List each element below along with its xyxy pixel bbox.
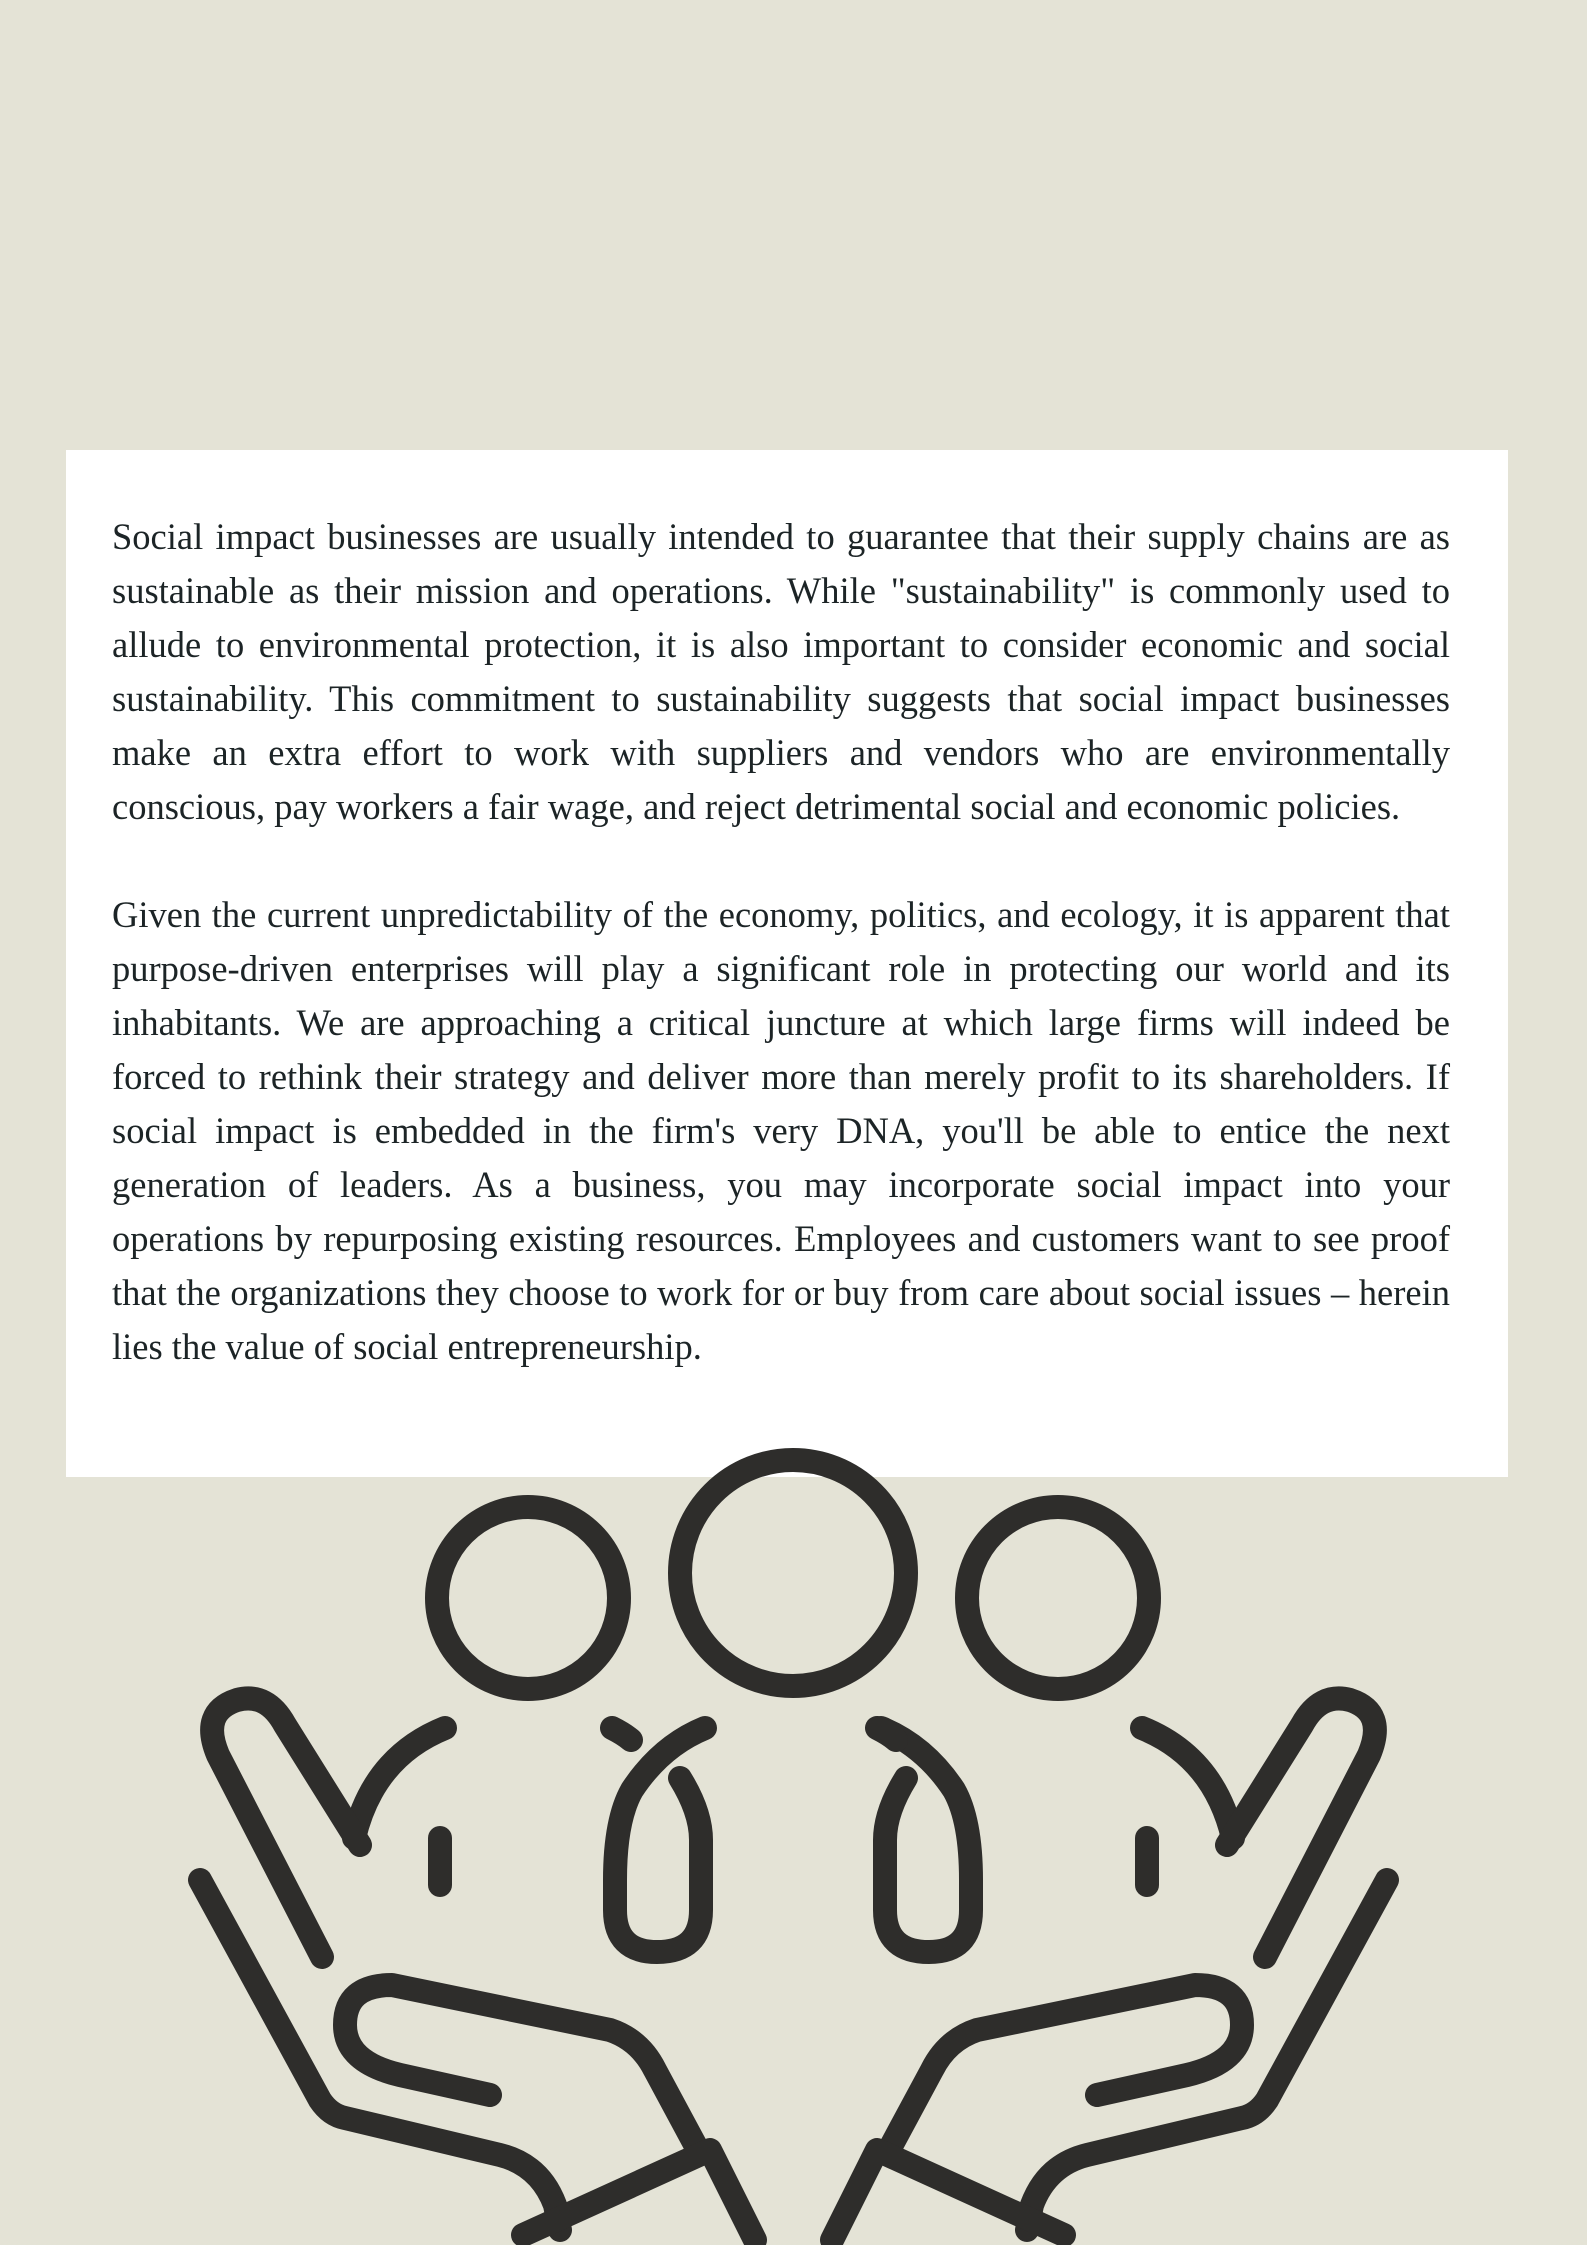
right-person-shoulder xyxy=(1142,1728,1233,1838)
left-person-shoulder xyxy=(354,1728,445,1838)
center-person-left-shoulder xyxy=(615,1728,705,1952)
right-hand-palm xyxy=(1027,1880,1387,2230)
people-in-hands-icon xyxy=(0,1440,1587,2245)
left-person-collar xyxy=(612,1728,631,1740)
paragraph-supply-chains: Social impact businesses are usually intended to guarantee that their supply chains are as sustainable as their mission and operations. While "sustainability" is commonly used to allude to environmental protection, it is also important to consider economic and social sustainability. This commitment to sustainability suggests that social impact businesses make an extra effort to work with suppliers and vendors who are environmentally conscious, pay workers a fair wage, and reject detrimental social and economic policies. xyxy=(112,516,1450,827)
center-person-right-shoulder xyxy=(881,1728,971,1952)
left-person-head xyxy=(437,1507,619,1689)
text-card xyxy=(66,450,1508,1477)
right-person-head xyxy=(967,1507,1149,1689)
paragraph-purpose-driven: Given the current unpredictability of the economy, politics, and ecology, it is apparent that purpose-driven enterprises will play a significant role in protecting our world and its inhabitants. We are approaching a critical juncture at which large firms will indeed be forced to rethink their strategy and deliver more than merely profit to its shareholders. If social impact is embedded in the firm's very DNA, you'll be able to entice the next generation of leaders. As a business, you may incorporate social impact into your operations by repurposing existing resources. Employees and customers want to see proof that the organizations they choose to work for or buy from care about social issues – herein lies the value of social entrepreneurship. xyxy=(112,894,1450,1367)
center-person-head xyxy=(680,1460,906,1686)
left-hand-palm xyxy=(200,1880,560,2230)
center-person-collar-left xyxy=(877,1728,896,1740)
